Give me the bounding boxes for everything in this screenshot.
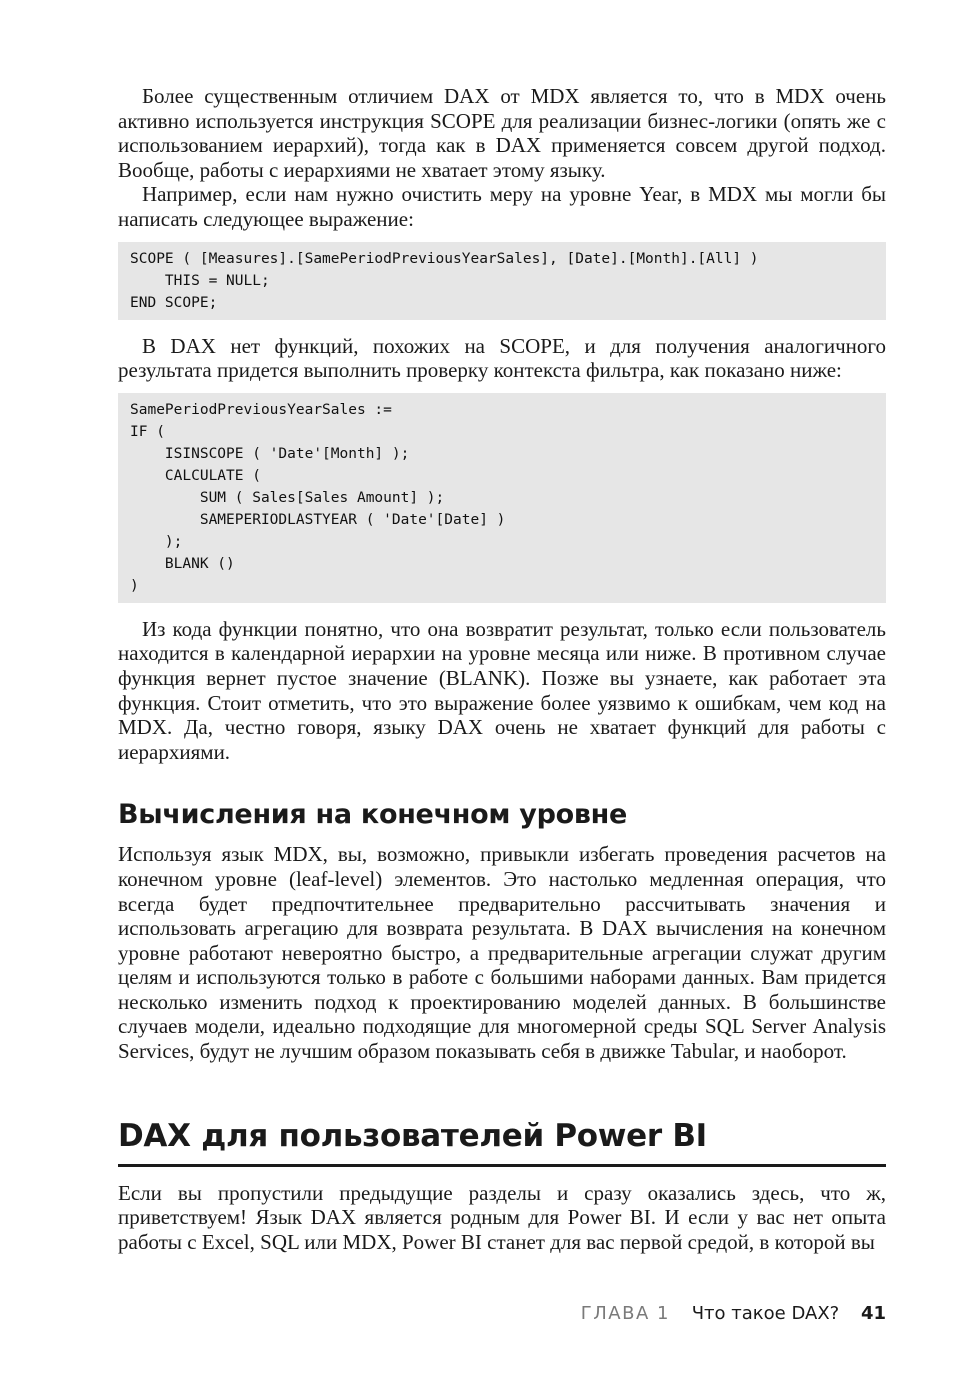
page-content	[118, 84, 886, 1254]
paragraph-leaf-level: Используя язык MDX, вы, возможно, привыкли избегать проведения расчетов на конечном уровне (leaf-level) элементов. Это настолько медленная операция, что всегда будет предпочтительнее предварительно рассчитывать значения и использовать агрегацию для возврата результата. В DAX вычисления на конечном уровне работают невероятно быстро, а предварительные агрегации служат другим целям и используются только в работе с большими наборами данных. Вам придется несколько изменить подход к проектированию моделей данных. В большинстве случаев модели, идеально подходящие для многомерной среды SQL Server Analysis Services, будут не лучшим образом показывать себя в движке Tabular, и наоборот.	[118, 842, 886, 1064]
footer-chapter-label: ГЛАВА 1	[580, 1303, 670, 1324]
page-footer	[581, 1302, 886, 1326]
section-heading-leaf-level: Вычисления на конечном уровне	[118, 799, 628, 831]
paragraph-scope-difference: Более существенным отличием DAX от MDX является то, что в MDX очень активно используется инструкция SCOPE для реализации бизнес-логики (опять же с использованием иерархий), тогда как в DAX применяется совсем другой подход. Вообще, работы с иерархиями не хватает этому языку.	[118, 84, 886, 182]
code-block-mdx-scope: SCOPE ( [Measures].[SamePeriodPreviousYearSales], [Date].[Month].[All] ) THIS = NULL; END SCOPE;	[118, 242, 886, 320]
section-heading-power-bi: DAX для пользователей Power BI	[118, 1116, 886, 1167]
footer-chapter-title: Что такое DAX?	[691, 1303, 840, 1324]
paragraph-year-example: Например, если нам нужно очистить меру на уровне Year, в MDX мы могли бы написать следующее выражение:	[118, 182, 886, 231]
page-number: 41	[860, 1303, 886, 1324]
paragraph-dax-no-scope: В DAX нет функций, похожих на SCOPE, и для получения аналогичного результата придется выполнить проверку контекста фильтра, как показано ниже:	[118, 333, 886, 383]
code-block-dax-isinscope: SamePeriodPreviousYearSales := IF ( ISINSCOPE ( 'Date'[Month] ); CALCULATE ( SUM ( Sales[Sales Amount] ); SAMEPERIODLASTYEAR ( 'Date'[Date] ) ); BLANK () )	[118, 393, 886, 603]
paragraph-power-bi: Если вы пропустили предыдущие разделы и сразу оказались здесь, что ж, приветствуем! Язык DAX является родным для Power BI. И если у вас нет опыта работы с Excel, SQL или MDX, Power BI станет для вас первой средой, в которой вы	[118, 1180, 886, 1254]
paragraph-blank-result: Из кода функции понятно, что она возвратит результат, только если пользователь находится в календарной иерархии на уровне месяца или ниже. В противном случае функция вернет пустое значение (BLANK). Позже вы узнаете, как работает эта функция. Стоит отметить, что это выражение более уязвимо к ошибкам, чем код на MDX. Да, честно говоря, языку DAX очень не хватает функций для работы с иерархиями.	[118, 616, 886, 764]
